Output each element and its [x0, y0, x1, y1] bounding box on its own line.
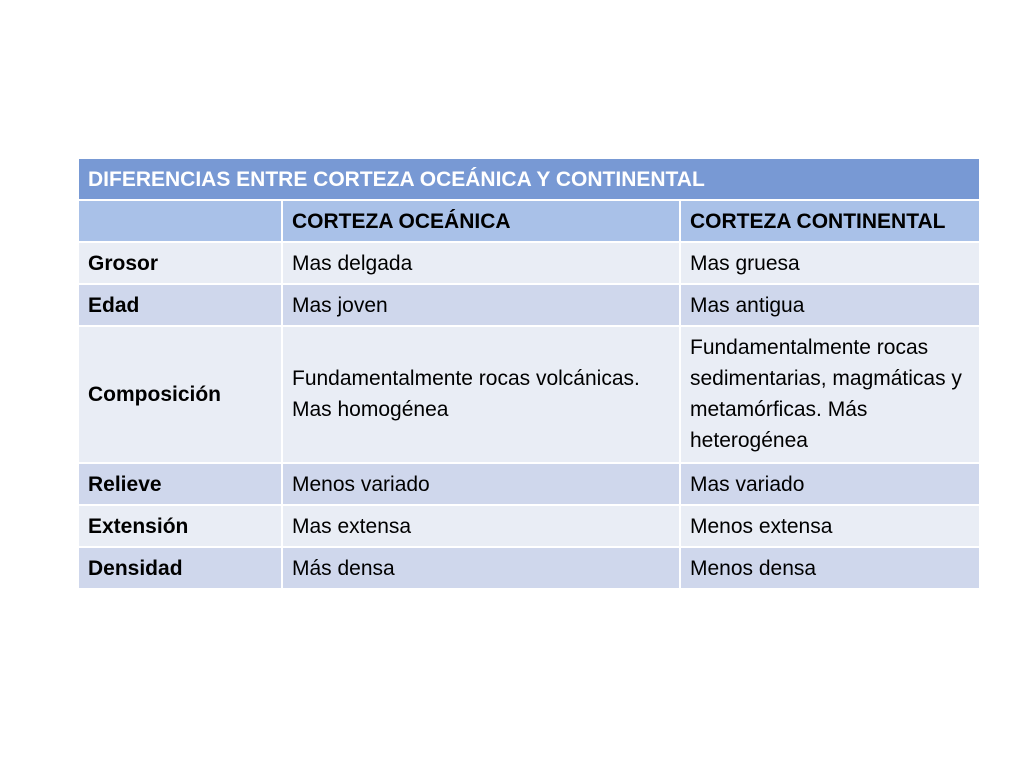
- oceanic-cell: Mas joven: [282, 284, 680, 326]
- oceanic-cell: Mas delgada: [282, 242, 680, 284]
- comparison-table: [77, 157, 981, 590]
- table-title-row: [78, 158, 980, 200]
- table-row-extension: [78, 505, 980, 547]
- continental-cell: Mas gruesa: [680, 242, 980, 284]
- row-label: Relieve: [78, 463, 282, 505]
- continental-cell: Mas variado: [680, 463, 980, 505]
- row-label: Grosor: [78, 242, 282, 284]
- table-row-edad: [78, 284, 980, 326]
- row-label: Extensión: [78, 505, 282, 547]
- table-title: DIFERENCIAS ENTRE CORTEZA OCEÁNICA Y CONTINENTAL: [78, 158, 980, 200]
- oceanic-cell: Mas extensa: [282, 505, 680, 547]
- oceanic-cell: Fundamentalmente rocas volcánicas. Mas homogénea: [282, 326, 680, 463]
- table-row-densidad: [78, 547, 980, 589]
- continental-cell: Menos densa: [680, 547, 980, 589]
- table-row-relieve: [78, 463, 980, 505]
- header-oceanic: CORTEZA OCEÁNICA: [282, 200, 680, 242]
- row-label: Composición: [78, 326, 282, 463]
- table-row-grosor: [78, 242, 980, 284]
- oceanic-cell: Menos variado: [282, 463, 680, 505]
- continental-cell: Menos extensa: [680, 505, 980, 547]
- row-label: Densidad: [78, 547, 282, 589]
- oceanic-cell: Más densa: [282, 547, 680, 589]
- continental-cell: Mas antigua: [680, 284, 980, 326]
- table-header-row: [78, 200, 980, 242]
- table-row-composicion: [78, 326, 980, 463]
- header-empty-cell: [78, 200, 282, 242]
- continental-cell: Fundamentalmente rocas sedimentarias, magmáticas y metamórficas. Más heterogénea: [680, 326, 980, 463]
- row-label: Edad: [78, 284, 282, 326]
- header-continental: CORTEZA CONTINENTAL: [680, 200, 980, 242]
